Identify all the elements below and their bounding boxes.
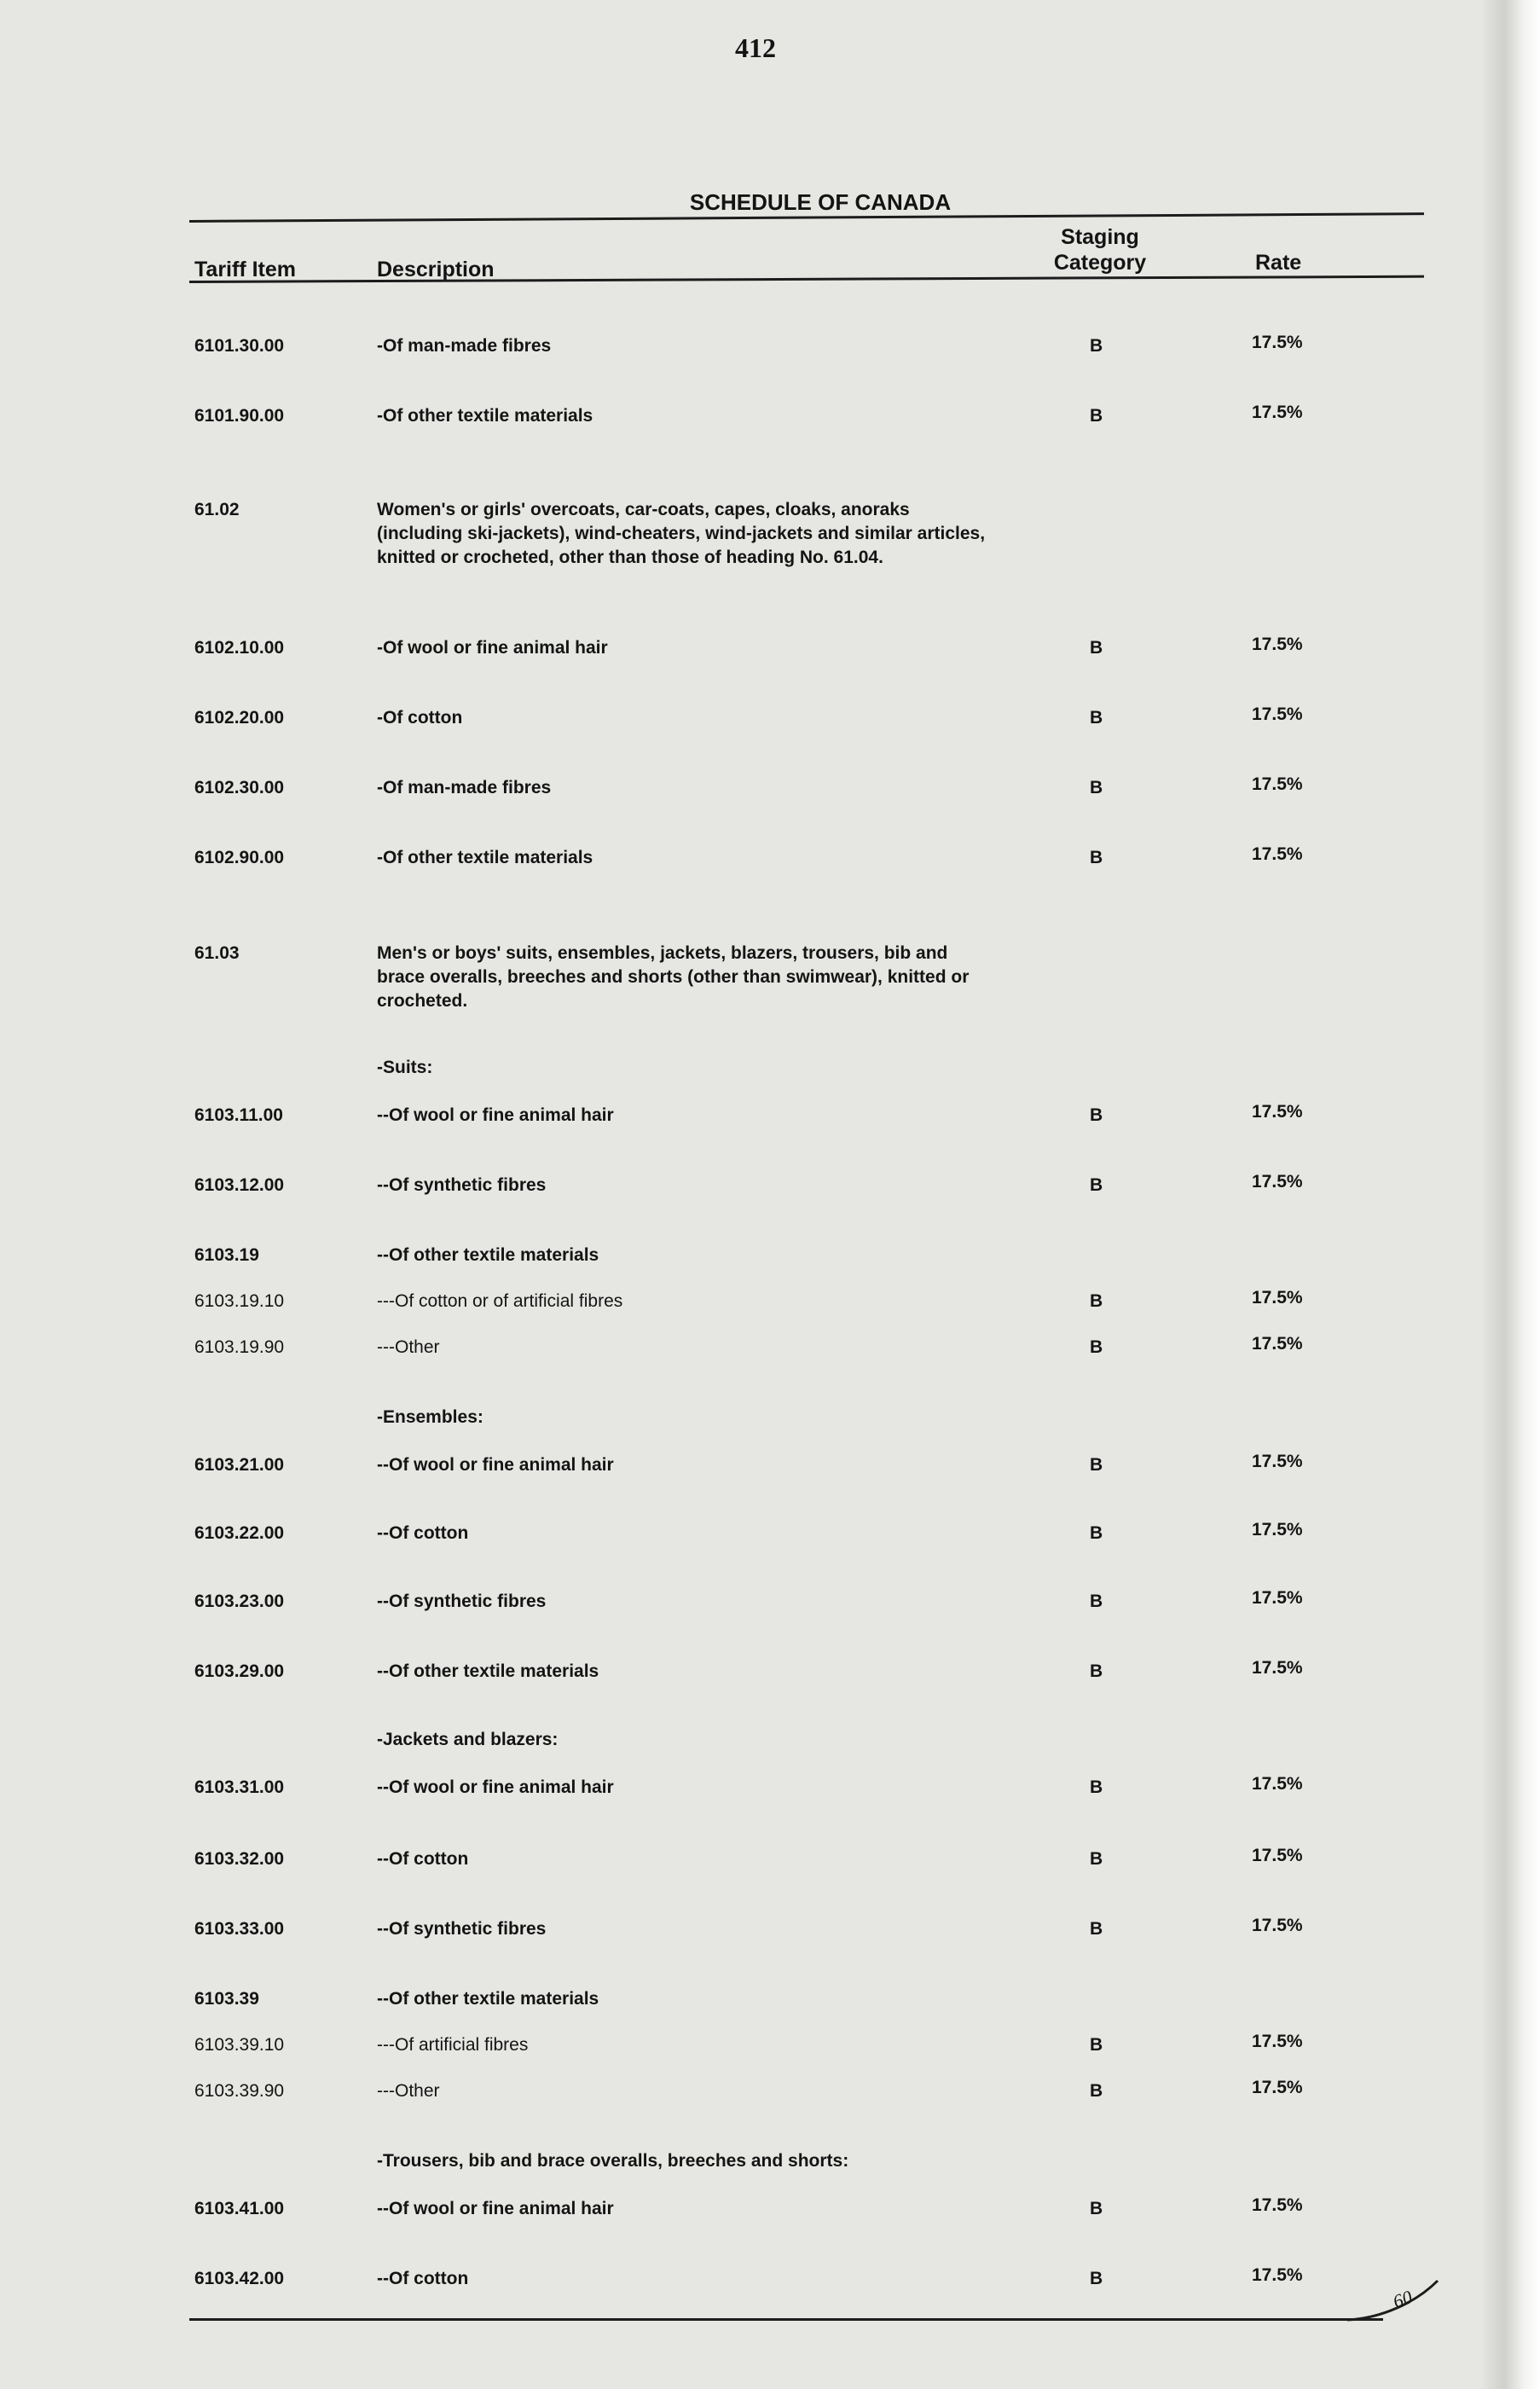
header-tariff-item: Tariff Item xyxy=(194,258,296,281)
description: -Trousers, bib and brace overalls, breeches and shorts: xyxy=(377,2151,849,2171)
rate: 17.5% xyxy=(1252,1172,1303,1192)
rate: 17.5% xyxy=(1252,1774,1303,1794)
rate: 17.5% xyxy=(1252,2265,1303,2285)
bottom-rule xyxy=(189,2318,1383,2321)
rate: 17.5% xyxy=(1252,774,1303,794)
description: -Of man-made fibres xyxy=(377,336,552,356)
staging-category: B xyxy=(1090,1849,1103,1869)
tariff-item: 6103.33.00 xyxy=(194,1919,285,1939)
rate: 17.5% xyxy=(1252,1916,1303,1935)
tariff-item: 6103.19 xyxy=(194,1245,259,1265)
tariff-item: 6103.32.00 xyxy=(194,1849,285,1869)
description: -Jackets and blazers: xyxy=(377,1730,559,1749)
tariff-item: 6103.19.90 xyxy=(194,1337,285,1357)
description: -Suits: xyxy=(377,1058,433,1077)
tariff-item: 6103.29.00 xyxy=(194,1661,285,1681)
tariff-item: 6102.30.00 xyxy=(194,778,285,797)
staging-category: B xyxy=(1090,336,1103,356)
tariff-item: 6103.41.00 xyxy=(194,2199,285,2218)
description: ---Of artificial fibres xyxy=(377,2035,529,2055)
staging-category: B xyxy=(1090,1919,1103,1939)
description: --Of wool or fine animal hair xyxy=(377,1777,614,1797)
staging-category: B xyxy=(1090,2081,1103,2101)
tariff-item: 6103.31.00 xyxy=(194,1777,285,1797)
rate: 17.5% xyxy=(1252,705,1303,724)
rate: 17.5% xyxy=(1252,1520,1303,1540)
description: -Of other textile materials xyxy=(377,406,593,426)
tariff-item: 6102.90.00 xyxy=(194,848,285,867)
description: --Of cotton xyxy=(377,2269,469,2288)
staging-category: B xyxy=(1090,1337,1103,1357)
description: --Of cotton xyxy=(377,1849,469,1869)
tariff-item: 6102.20.00 xyxy=(194,708,285,728)
staging-category: B xyxy=(1090,638,1103,658)
staging-category: B xyxy=(1090,778,1103,797)
staging-category: B xyxy=(1090,2035,1103,2055)
staging-category: B xyxy=(1090,1661,1103,1681)
description: --Of synthetic fibres xyxy=(377,1175,547,1195)
rate: 17.5% xyxy=(1252,1334,1303,1354)
staging-category: B xyxy=(1090,1523,1103,1543)
staging-category: B xyxy=(1090,2199,1103,2218)
staging-category: B xyxy=(1090,1455,1103,1475)
description: Men's or boys' suits, ensembles, jackets, blazers, trousers, bib and brace overalls, breeches and shorts (other than swimwear), knitted or crocheted. xyxy=(377,943,970,1011)
description: --Of wool or fine animal hair xyxy=(377,1455,614,1475)
description: --Of other textile materials xyxy=(377,1661,599,1681)
staging-category: B xyxy=(1090,1291,1103,1311)
description: --Of synthetic fibres xyxy=(377,1592,547,1611)
tariff-item: 6101.30.00 xyxy=(194,336,285,356)
description: ---Of cotton or of artificial fibres xyxy=(377,1291,623,1311)
description: -Of other textile materials xyxy=(377,848,593,867)
header-rule xyxy=(189,275,1424,283)
tariff-item: 6101.90.00 xyxy=(194,406,285,426)
rate: 17.5% xyxy=(1252,403,1303,422)
rate: 17.5% xyxy=(1252,1658,1303,1678)
tariff-item: 6103.12.00 xyxy=(194,1175,285,1195)
description: --Of synthetic fibres xyxy=(377,1919,547,1939)
description: --Of cotton xyxy=(377,1523,469,1543)
page-number: 412 xyxy=(735,32,776,63)
rate: 17.5% xyxy=(1252,1288,1303,1308)
rate: 17.5% xyxy=(1252,333,1303,352)
tariff-item: 6103.19.10 xyxy=(194,1291,285,1311)
staging-category: B xyxy=(1090,406,1103,426)
tariff-item: 61.03 xyxy=(194,943,240,963)
staging-category: B xyxy=(1090,1175,1103,1195)
tariff-item: 6103.39.90 xyxy=(194,2081,285,2101)
staging-category: B xyxy=(1090,708,1103,728)
staging-category: B xyxy=(1090,1777,1103,1797)
description: ---Other xyxy=(377,1337,440,1357)
tariff-item: 6102.10.00 xyxy=(194,638,285,658)
staging-category: B xyxy=(1090,2269,1103,2288)
rate: 17.5% xyxy=(1252,2078,1303,2097)
tariff-item: 6103.23.00 xyxy=(194,1592,285,1611)
staging-category: B xyxy=(1090,848,1103,867)
tariff-item: 6103.39.10 xyxy=(194,2035,285,2055)
description: ---Other xyxy=(377,2081,440,2101)
description: -Ensembles: xyxy=(377,1407,483,1427)
tariff-item: 6103.22.00 xyxy=(194,1523,285,1543)
description: Women's or girls' overcoats, car-coats, capes, cloaks, anoraks (including ski-jackets), wind-cheaters, wind-jackets and similar articles, knitted or crocheted, other than those of heading No. 61.04. xyxy=(377,500,986,567)
description: --Of other textile materials xyxy=(377,1989,599,2009)
corner-page-mark: 60 xyxy=(1390,2286,1416,2313)
rate: 17.5% xyxy=(1252,1846,1303,1865)
rate: 17.5% xyxy=(1252,1452,1303,1471)
rate: 17.5% xyxy=(1252,2195,1303,2215)
tariff-item: 6103.42.00 xyxy=(194,2269,285,2288)
rate: 17.5% xyxy=(1252,2032,1303,2051)
description: -Of wool or fine animal hair xyxy=(377,638,608,658)
description: -Of cotton xyxy=(377,708,463,728)
description: --Of wool or fine animal hair xyxy=(377,2199,614,2218)
rate: 17.5% xyxy=(1252,844,1303,864)
tariff-item: 6103.11.00 xyxy=(194,1105,283,1125)
header-rate: Rate xyxy=(1255,251,1302,275)
rate: 17.5% xyxy=(1252,635,1303,654)
description: --Of wool or fine animal hair xyxy=(377,1105,614,1125)
tariff-item: 6103.21.00 xyxy=(194,1455,285,1475)
rate: 17.5% xyxy=(1252,1588,1303,1608)
staging-category: B xyxy=(1090,1105,1103,1125)
staging-category: B xyxy=(1090,1592,1103,1611)
header-description: Description xyxy=(377,258,495,281)
page-edge-shadow xyxy=(1480,0,1540,2389)
header-staging-category: Staging Category xyxy=(1053,225,1147,275)
description: -Of man-made fibres xyxy=(377,778,552,797)
tariff-item: 61.02 xyxy=(194,500,240,519)
description: --Of other textile materials xyxy=(377,1245,599,1265)
tariff-item: 6103.39 xyxy=(194,1989,259,2009)
schedule-title: SCHEDULE OF CANADA xyxy=(689,189,952,215)
rate: 17.5% xyxy=(1252,1102,1303,1122)
